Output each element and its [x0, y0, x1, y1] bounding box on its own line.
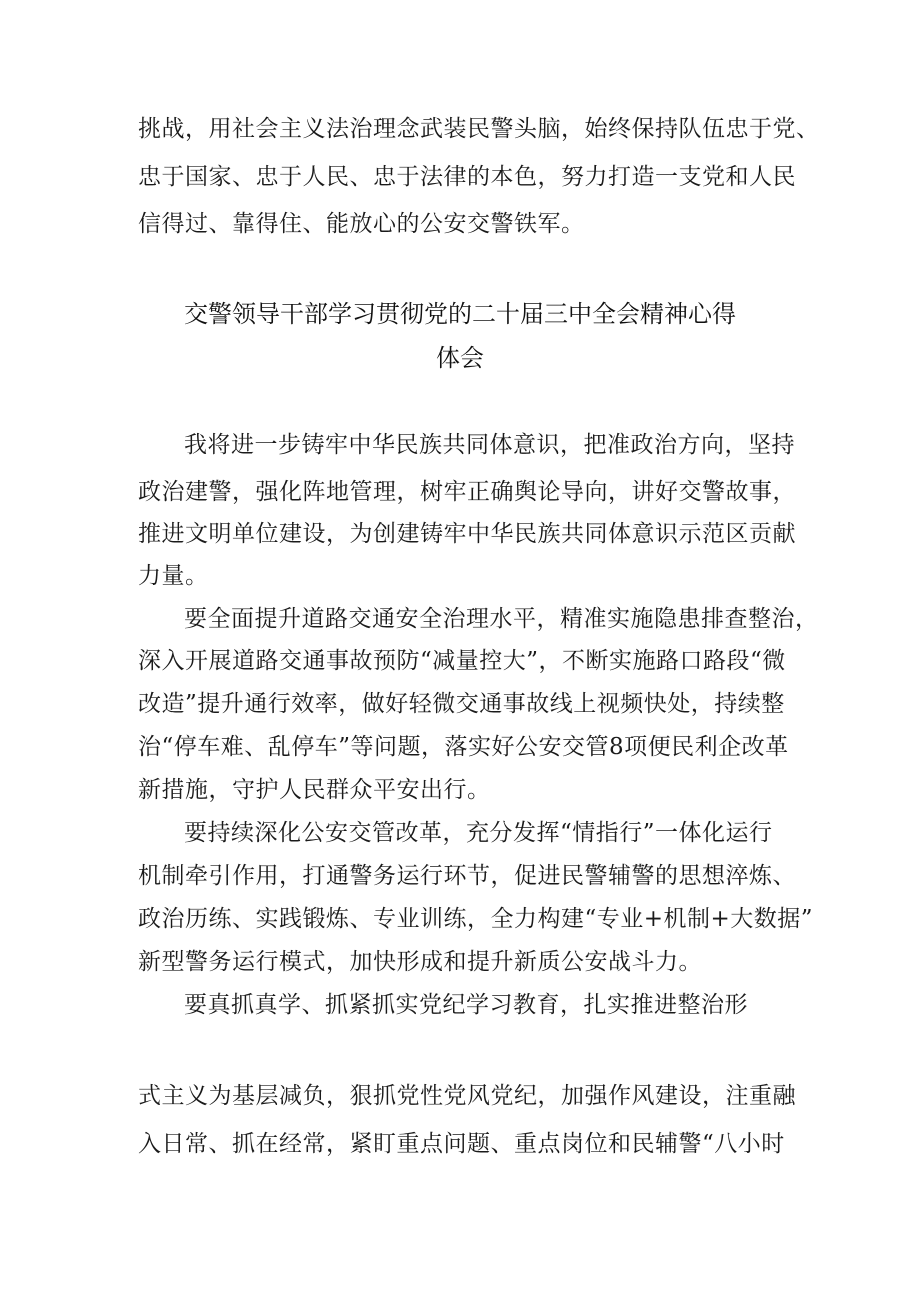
text-line: 改造”提升通行效率，做好轻微交通事故线上视频快处，持续整 — [138, 691, 785, 717]
text-line: 机制牵引作用，打通警务运行环节，促进民警辅警的思想淬炼、 — [138, 863, 796, 889]
title-line: 体会 — [436, 344, 484, 372]
text-line: 深入开展道路交通事故预防“减量控大”，不断实施路口路段“微 — [138, 648, 786, 674]
text-line: 政治建警，强化阵地管理，树牢正确舆论导向，讲好交警故事， — [138, 479, 796, 505]
text-line: 新措施，守护人民群众平安出行。 — [138, 777, 491, 803]
text-line: 推进文明单位建设，为创建铸牢中华民族共同体意识示范区贡献 — [138, 521, 796, 547]
title-line: 交警领导干部学习贯彻党的二十届三中全会精神心得 — [184, 300, 736, 328]
text-line: 我将进一步铸牢中华民族共同体意识，把准政治方向，坚持 — [184, 432, 795, 458]
text-line: 要全面提升道路交通安全治理水平，精准实施隐患排查整治， — [184, 606, 819, 632]
text-line: 信得过、靠得住、能放心的公安交警铁军。 — [138, 211, 585, 237]
text-line: 新型警务运行模式，加快形成和提升新质公安战斗力。 — [138, 949, 702, 975]
text-line: 入日常、抓在经常，紧盯重点问题、重点岗位和民辅警“八小时 — [138, 1131, 785, 1157]
text-line: 治“停车难、乱停车”等问题，落实好公安交管8项便民利企改革 — [138, 734, 789, 760]
text-line: 力量。 — [138, 563, 209, 589]
text-line: 式主义为基层减负，狠抓党性党风党纪，加强作风建设，注重融 — [138, 1083, 796, 1109]
text-line: 挑战，用社会主义法治理念武装民警头脑，始终保持队伍忠于党、 — [138, 116, 820, 142]
text-line: 要持续深化公安交管改革，充分发挥“情指行”一体化运行 — [184, 820, 773, 846]
text-line: 要真抓真学、抓紧抓实党纪学习教育，扎实推进整治形 — [184, 992, 748, 1018]
text-line: 忠于国家、忠于人民、忠于法律的本色，努力打造一支党和人民 — [138, 164, 796, 190]
text-line: 政治历练、实践锻炼、专业训练，全力构建“专业+机制+大数据” — [138, 906, 814, 932]
